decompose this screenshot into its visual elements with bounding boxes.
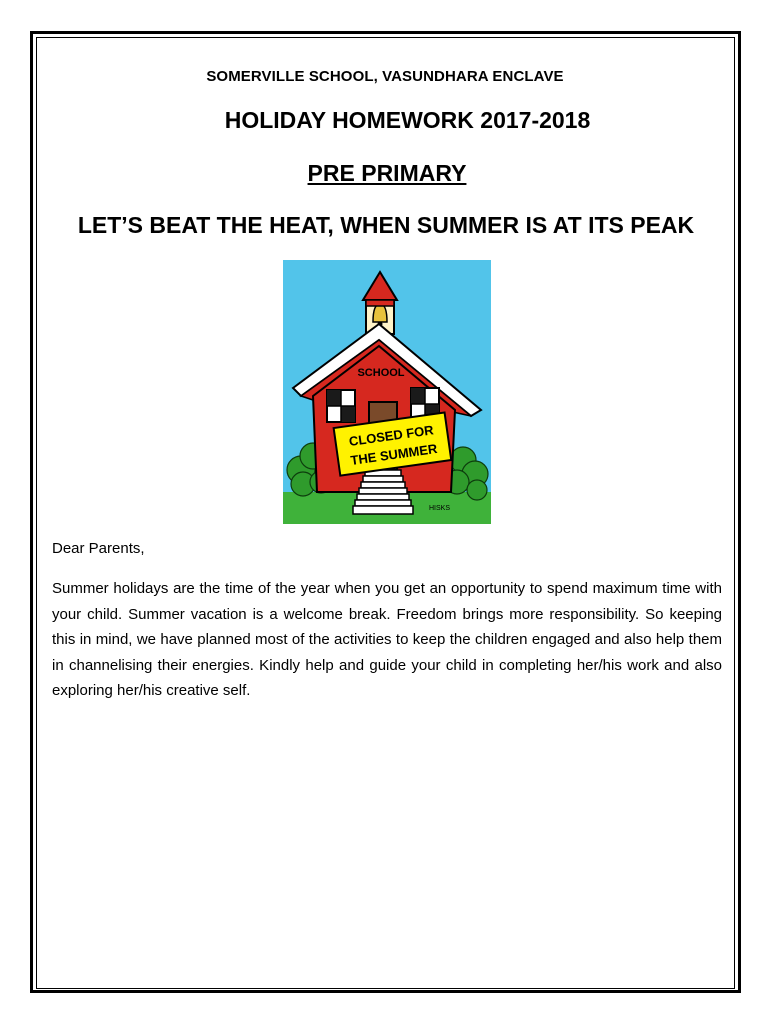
school-sign-text: SCHOOL [357, 367, 405, 379]
class-level: PRE PRIMARY [307, 160, 467, 186]
artist-signature: HISKS [429, 505, 451, 512]
homework-title: HOLIDAY HOMEWORK 2017-2018 [224, 107, 591, 133]
banner-line-2: THE SUMMER [349, 440, 439, 468]
intro-paragraph: Summer holidays are the time of the year when you get an opportunity to spend maximum time with your child. Summer vacation is a welcome break. Freedom brings more responsibility. So keeping this in mind, we have planned most of the activities to keep the children engaged and also help them in channelising their energies. Kindly help and guide your child in completing her/his work and also exploring her/his creative self. [52, 580, 722, 699]
school-name: SOMERVILLE SCHOOL, VASUNDHARA ENCLAVE [206, 68, 564, 85]
salutation: Dear Parents, [52, 540, 145, 557]
theme-heading: LET’S BEAT THE HEAT, WHEN SUMMER IS AT ITS PEAK [77, 212, 695, 238]
school-closed-illustration [283, 260, 491, 524]
banner-line-1: CLOSED FOR [348, 422, 435, 449]
